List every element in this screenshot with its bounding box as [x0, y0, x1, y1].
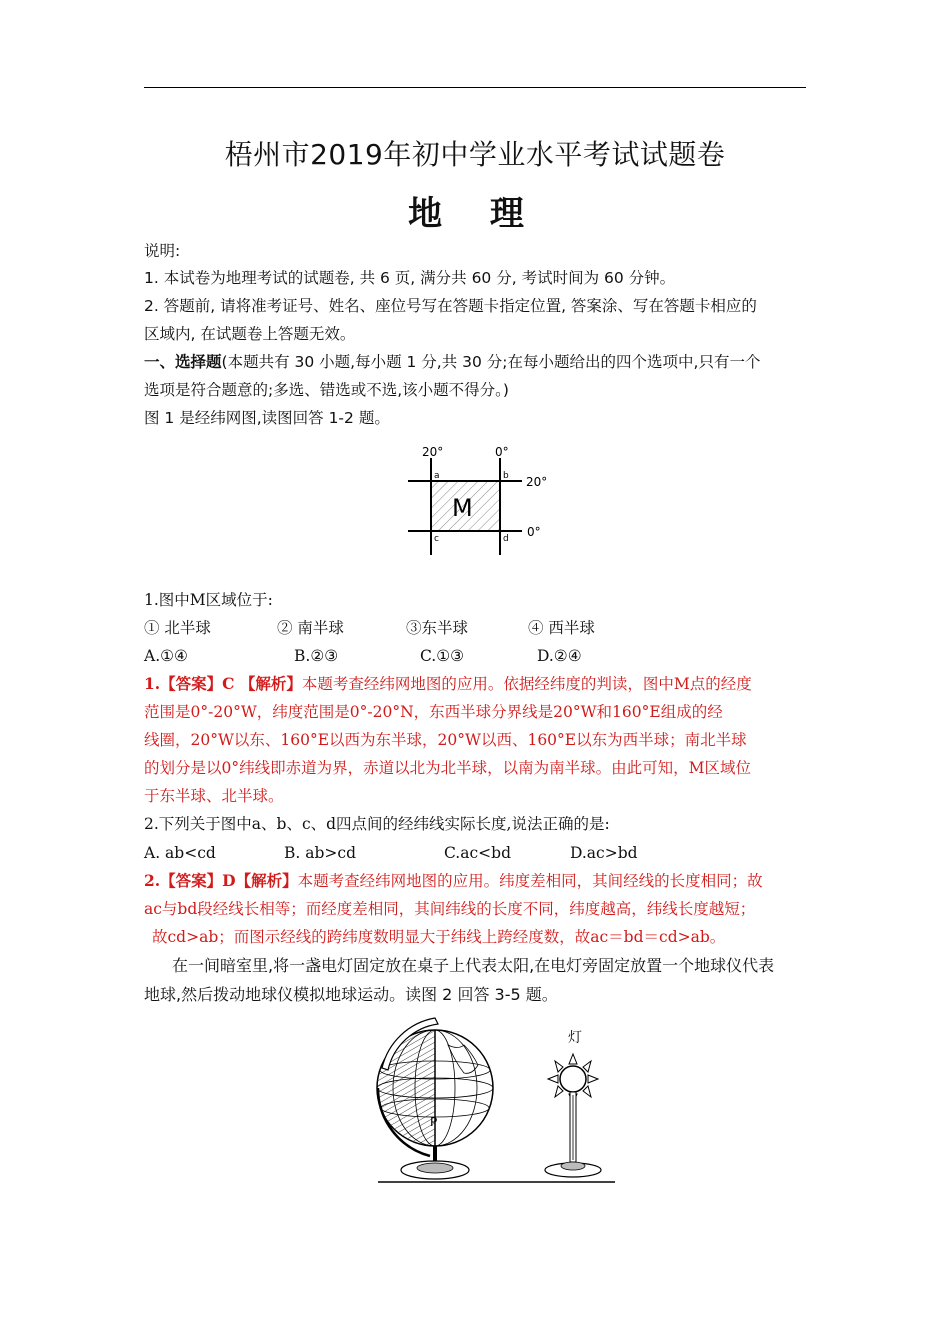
lat-bottom-label: 0°: [527, 525, 541, 539]
top-rule: [144, 87, 806, 88]
q2-answer-prefix: 2.【答案】D【解析】: [144, 871, 298, 890]
q1-answer-line5: 于东半球、北半球。: [144, 787, 284, 805]
q1-item-4: ④ 西半球: [528, 619, 595, 637]
q2-answer-line2: ac与bd段经线长相等；而经度差相同，其间纬线的长度不同，纬度越高，纬线长度越短；: [144, 900, 756, 918]
section-heading-title: 一、选择题: [144, 353, 222, 371]
point-c-label: c: [434, 534, 439, 544]
lon-right-label: 0°: [495, 445, 509, 459]
section-heading: [144, 352, 760, 372]
figure1-graticule: [400, 440, 560, 565]
q1-stem: 1.图中M区域位于:: [144, 591, 273, 609]
q1-answer-line3: 线圈，20°W以东、160°E以西为东半球，20°W以西、160°E以东为西半球；南北半球: [144, 731, 747, 749]
instructions-label: 说明:: [144, 242, 181, 260]
point-p-label: P: [430, 1115, 438, 1129]
passage-line1: 在一间暗室里,将一盏电灯固定放在桌子上代表太阳,在电灯旁固定放置一个地球仪代表: [172, 956, 775, 975]
point-d-label: d: [503, 534, 509, 544]
q1-item-3: ③东半球: [406, 619, 469, 637]
q1-answer-text1: 本题考查经纬网地图的应用。依据经纬度的判读，图中M点的经度: [301, 675, 752, 693]
q1-option-a: A.①④: [144, 647, 188, 665]
point-b-label: b: [503, 471, 509, 481]
section-heading-rules: (本题共有 30 小题,每小题 1 分,共 30 分;在每小题给出的四个选项中,只有一个: [221, 353, 761, 371]
q1-answer-line2: 范围是0°-20°W，纬度范围是0°-20°N，东西半球分界线是20°W和160°E组成的经: [144, 703, 723, 721]
figure2-globe-lamp: [370, 1010, 620, 1190]
q2-option-d: D.ac>bd: [570, 844, 638, 862]
q1-item-1: ① 北半球: [144, 619, 211, 637]
section-heading-line2: 选项是符合题意的;多选、错选或不选,该小题不得分。): [144, 381, 509, 399]
instruction-item-2-line1: 2. 答题前, 请将准考证号、姓名、座位号写在答题卡指定位置, 答案涂、写在答题卡相应的: [144, 297, 757, 315]
subject-title: 地 理: [408, 194, 542, 234]
q2-stem: 2.下列关于图中a、b、c、d四点间的经纬线实际长度,说法正确的是:: [144, 815, 610, 833]
point-a-label: a: [434, 471, 440, 481]
instruction-item-1: 1. 本试卷为地理考试的试题卷, 共 6 页, 满分共 60 分, 考试时间为 60 分钟。: [144, 269, 676, 287]
q1-option-b: B.②③: [294, 647, 339, 665]
q1-item-2: ② 南半球: [277, 619, 344, 637]
lat-top-label: 20°: [526, 475, 548, 489]
q1-answer-line4: 的划分是以0°纬线即赤道为界，赤道以北为北半球，以南为南半球。由此可知，M区域位: [144, 759, 751, 777]
q2-option-b: B. ab>cd: [284, 844, 356, 862]
q1-answer-prefix: 1.【答案】C 【解析】: [144, 674, 302, 693]
instruction-item-2-line2: 区域内, 在试题卷上答题无效。: [144, 325, 356, 343]
q1-option-d: D.②④: [537, 647, 582, 665]
q2-option-a: A. ab<cd: [144, 844, 216, 862]
exam-title: 梧州市2019年初中学业水平考试试题卷: [224, 138, 726, 171]
q2-answer-line1: [144, 871, 763, 891]
q2-answer-line3: 故cd>ab；而图示经线的跨纬度数明显大于纬线上跨经度数，故ac＝bd＝cd>ab。: [152, 928, 726, 946]
lon-left-label: 20°: [422, 445, 444, 459]
q2-answer-text1: 本题考查经纬网地图的应用。纬度差相同，其间经线的长度相同；故: [297, 872, 763, 890]
passage-line2: 地球,然后拨动地球仪模拟地球运动。读图 2 回答 3-5 题。: [144, 985, 558, 1004]
lamp: [545, 1030, 601, 1177]
globe: [377, 1018, 493, 1179]
q2-option-c: C.ac<bd: [444, 844, 511, 862]
q1-answer-line1: [144, 674, 752, 694]
region-m-label: M: [452, 494, 473, 522]
lamp-label: 灯: [568, 1030, 582, 1046]
figure1-intro: 图 1 是经纬网图,读图回答 1-2 题。: [144, 409, 390, 427]
q1-option-c: C.①③: [420, 647, 465, 665]
